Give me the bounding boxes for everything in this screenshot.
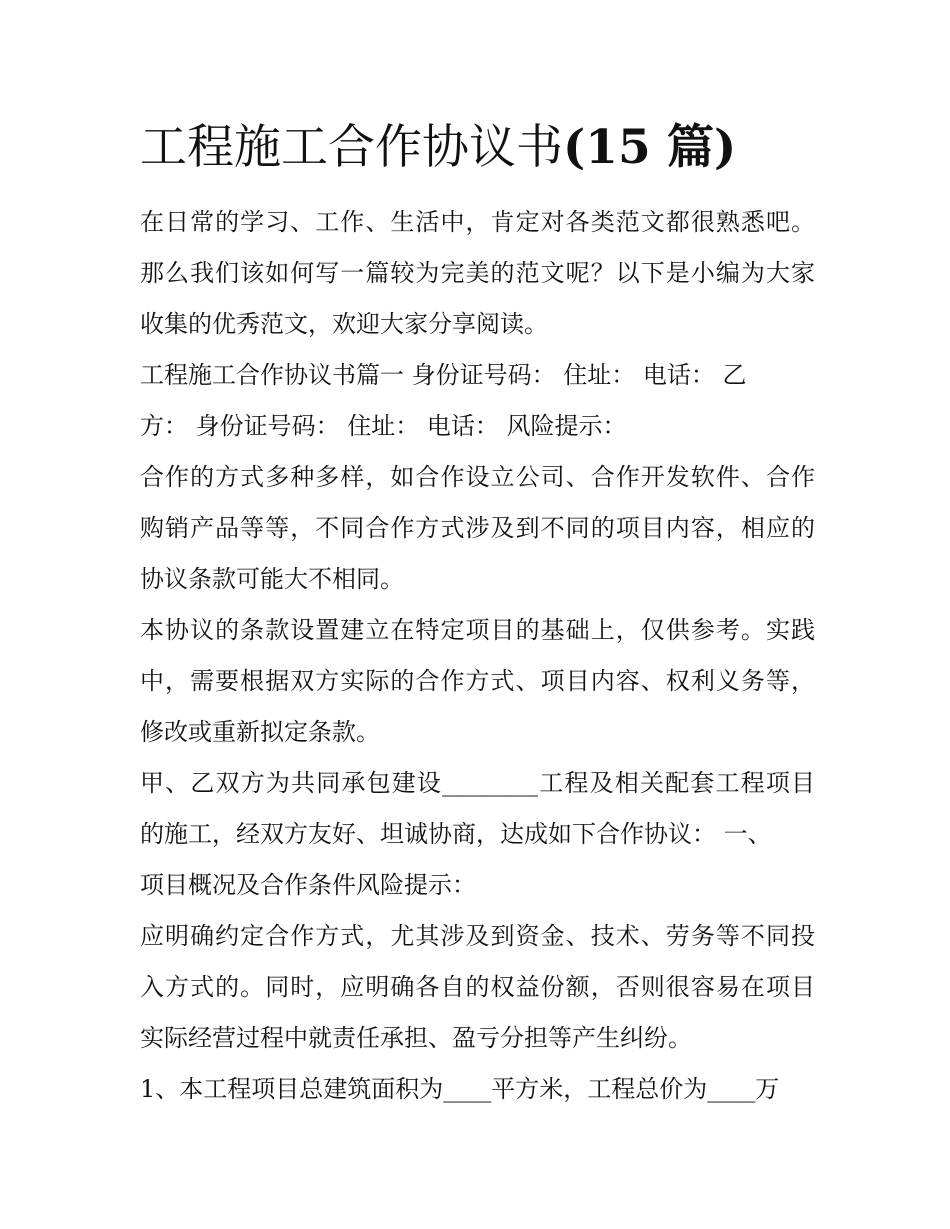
paragraph-line: 合作的方式多种多样，如合作设立公司、合作开发软件、合作 (140, 463, 815, 491)
paragraph-line: 的施工，经双方友好、坦诚协商，达成如下合作协议： 一、 (140, 820, 772, 848)
paragraph-line: 本协议的条款设置建立在特定项目的基础上，仅供参考。实践 (140, 616, 815, 644)
document-body (140, 197, 815, 1115)
document-title-main: 工程施工合作协议书 (140, 120, 563, 175)
paragraph-line: 中，需要根据双方实际的合作方式、项目内容、权利义务等， (140, 667, 815, 695)
paragraph-line: 那么我们该如何写一篇较为完美的范文呢？以下是小编为大家 (140, 259, 815, 287)
document-title (140, 118, 840, 178)
paragraph-line: 项目概况及合作条件风险提示： (140, 871, 476, 899)
paragraph-line: 甲、乙双方为共同承包建设________工程及相关配套工程项目 (140, 769, 815, 797)
paragraph-line: 协议条款可能大不相同。 (140, 565, 404, 593)
paragraph-line: 入方式的。同时，应明确各自的权益份额，否则很容易在项目 (140, 973, 815, 1001)
paragraph-line: 方： 身份证号码： 住址： 电话： 风险提示： (140, 412, 627, 440)
document-title-suffix: (15 篇) (563, 120, 737, 175)
paragraph-line: 在日常的学习、工作、生活中，肯定对各类范文都很熟悉吧。 (140, 208, 815, 236)
paragraph-line: 修改或重新拟定条款。 (140, 718, 380, 746)
paragraph-line: 应明确约定合作方式，尤其涉及到资金、技术、劳务等不同投 (140, 922, 815, 950)
paragraph-line: 收集的优秀范文，欢迎大家分享阅读。 (140, 310, 548, 338)
paragraph-line: 工程施工合作协议书篇一 身份证号码： 住址： 电话： 乙 (140, 361, 747, 389)
paragraph-line: 1、本工程项目总建筑面积为____平方米，工程总价为____万 (140, 1075, 780, 1103)
paragraph-line: 购销产品等等，不同合作方式涉及到不同的项目内容，相应的 (140, 514, 815, 542)
paragraph-line: 实际经营过程中就责任承担、盈亏分担等产生纠纷。 (140, 1024, 692, 1052)
